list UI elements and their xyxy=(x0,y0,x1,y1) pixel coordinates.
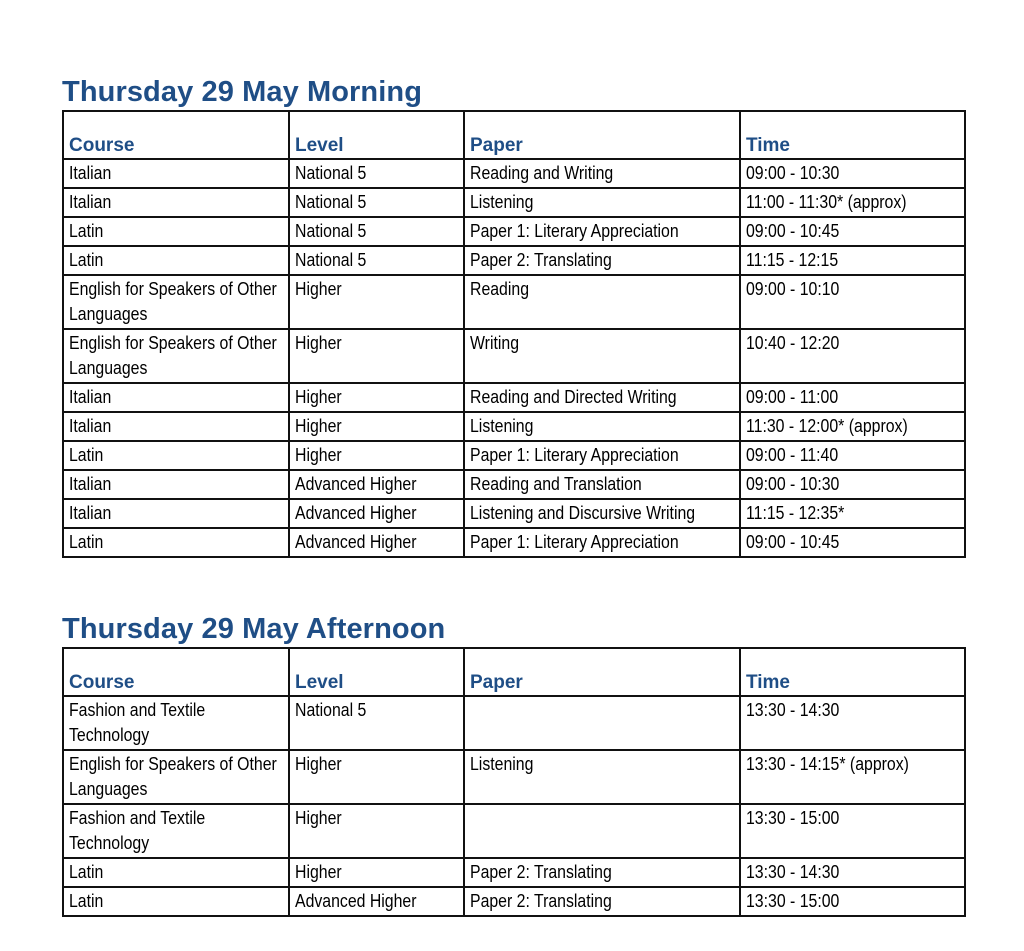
cell-course xyxy=(63,188,289,217)
cell-paper xyxy=(464,441,740,470)
cell-course xyxy=(63,412,289,441)
time-text: 13:30 - 15:00 xyxy=(746,891,840,911)
paper-text: Paper 1: Literary Appreciation xyxy=(470,445,679,465)
paper-text: Writing xyxy=(470,333,520,353)
paper-text: Reading and Translation xyxy=(470,474,642,494)
cell-course xyxy=(63,383,289,412)
time-text: 09:00 - 10:30 xyxy=(746,163,840,183)
paper-text: Listening xyxy=(470,416,534,436)
level-text: Higher xyxy=(295,862,342,882)
cell-level xyxy=(289,275,464,329)
level-text: Higher xyxy=(295,279,342,299)
time-text: 13:30 - 14:15* (approx) xyxy=(746,754,909,774)
cell-level xyxy=(289,329,464,383)
time-text: 09:00 - 11:00 xyxy=(746,387,839,407)
course-text: Latin xyxy=(69,250,104,270)
table-row xyxy=(63,528,965,557)
cell-level xyxy=(289,188,464,217)
level-text: Advanced Higher xyxy=(295,891,417,911)
time-text: 13:30 - 14:30 xyxy=(746,862,840,882)
morning-section xyxy=(62,74,964,558)
cell-level xyxy=(289,412,464,441)
table-row xyxy=(63,217,965,246)
time-text: 09:00 - 10:10 xyxy=(746,279,840,299)
cell-level xyxy=(289,470,464,499)
level-text: National 5 xyxy=(295,221,367,241)
cell-paper xyxy=(464,470,740,499)
cell-level xyxy=(289,750,464,804)
cell-time xyxy=(740,159,965,188)
table-row xyxy=(63,188,965,217)
afternoon-section xyxy=(62,611,964,917)
level-text: Higher xyxy=(295,808,342,828)
cell-level xyxy=(289,383,464,412)
paper-text: Listening xyxy=(470,754,534,774)
cell-course xyxy=(63,696,289,750)
table-row xyxy=(63,696,965,750)
section-title: Thursday 29 May Afternoon xyxy=(62,613,446,645)
cell-time xyxy=(740,887,965,916)
paper-text: Listening and Discursive Writing xyxy=(470,503,696,523)
time-text: 11:00 - 11:30* (approx) xyxy=(746,192,907,212)
cell-paper xyxy=(464,217,740,246)
cell-paper xyxy=(464,329,740,383)
course-text: English for Speakers of Other Languages xyxy=(69,333,277,378)
cell-level xyxy=(289,887,464,916)
paper-text: Paper 1: Literary Appreciation xyxy=(470,221,679,241)
header-course: Course xyxy=(63,111,289,159)
cell-time xyxy=(740,528,965,557)
cell-level xyxy=(289,696,464,750)
cell-time xyxy=(740,499,965,528)
table-body xyxy=(63,696,965,916)
cell-level xyxy=(289,804,464,858)
time-text: 13:30 - 15:00 xyxy=(746,808,840,828)
cell-level xyxy=(289,441,464,470)
cell-course xyxy=(63,499,289,528)
cell-course xyxy=(63,329,289,383)
morning-timetable xyxy=(62,110,966,558)
table-row xyxy=(63,858,965,887)
course-text: Italian xyxy=(69,163,112,183)
course-text: Latin xyxy=(69,891,104,911)
time-text: 10:40 - 12:20 xyxy=(746,333,840,353)
time-text: 11:15 - 12:15 xyxy=(746,250,839,270)
header-course: Course xyxy=(63,648,289,696)
cell-level xyxy=(289,217,464,246)
paper-text: Reading xyxy=(470,279,530,299)
cell-course xyxy=(63,217,289,246)
cell-level xyxy=(289,528,464,557)
cell-time xyxy=(740,383,965,412)
table-row xyxy=(63,329,965,383)
cell-paper xyxy=(464,750,740,804)
course-text: Italian xyxy=(69,387,112,407)
level-text: Higher xyxy=(295,754,342,774)
course-text: English for Speakers of Other Languages xyxy=(69,279,277,324)
cell-time xyxy=(740,470,965,499)
table-row xyxy=(63,499,965,528)
cell-paper xyxy=(464,858,740,887)
cell-course xyxy=(63,887,289,916)
cell-time xyxy=(740,858,965,887)
paper-text: Paper 2: Translating xyxy=(470,891,612,911)
cell-paper xyxy=(464,159,740,188)
header-time: Time xyxy=(740,648,965,696)
course-text: Italian xyxy=(69,474,112,494)
paper-text: Reading and Writing xyxy=(470,163,614,183)
course-text: Latin xyxy=(69,445,104,465)
paper-text: Paper 2: Translating xyxy=(470,862,612,882)
cell-course xyxy=(63,528,289,557)
course-text: English for Speakers of Other Languages xyxy=(69,754,277,799)
table-row xyxy=(63,887,965,916)
course-text: Fashion and Textile Technology xyxy=(69,700,206,745)
cell-paper xyxy=(464,188,740,217)
time-text: 09:00 - 10:45 xyxy=(746,221,840,241)
time-text: 13:30 - 14:30 xyxy=(746,700,840,720)
paper-text: Listening xyxy=(470,192,534,212)
cell-course xyxy=(63,804,289,858)
header-level: Level xyxy=(289,111,464,159)
table-row xyxy=(63,470,965,499)
cell-time xyxy=(740,246,965,275)
level-text: Advanced Higher xyxy=(295,474,417,494)
header-row xyxy=(63,111,965,159)
cell-time xyxy=(740,275,965,329)
header-row xyxy=(63,648,965,696)
table-row xyxy=(63,246,965,275)
table-row xyxy=(63,275,965,329)
level-text: Advanced Higher xyxy=(295,503,417,523)
cell-course xyxy=(63,470,289,499)
cell-time xyxy=(740,804,965,858)
cell-level xyxy=(289,246,464,275)
level-text: Higher xyxy=(295,333,342,353)
cell-course xyxy=(63,441,289,470)
cell-paper xyxy=(464,246,740,275)
level-text: National 5 xyxy=(295,192,367,212)
course-text: Latin xyxy=(69,532,104,552)
cell-paper xyxy=(464,412,740,441)
afternoon-timetable xyxy=(62,647,966,917)
level-text: Higher xyxy=(295,445,342,465)
cell-course xyxy=(63,246,289,275)
cell-time xyxy=(740,750,965,804)
course-text: Latin xyxy=(69,221,104,241)
cell-course xyxy=(63,750,289,804)
course-text: Fashion and Textile Technology xyxy=(69,808,206,853)
table-row xyxy=(63,383,965,412)
table-row xyxy=(63,750,965,804)
cell-time xyxy=(740,188,965,217)
time-text: 09:00 - 10:30 xyxy=(746,474,840,494)
level-text: Higher xyxy=(295,387,342,407)
cell-paper xyxy=(464,383,740,412)
cell-course xyxy=(63,159,289,188)
course-text: Italian xyxy=(69,503,112,523)
cell-paper xyxy=(464,804,740,858)
time-text: 11:30 - 12:00* (approx) xyxy=(746,416,908,436)
cell-paper xyxy=(464,275,740,329)
paper-text: Reading and Directed Writing xyxy=(470,387,677,407)
course-text: Italian xyxy=(69,416,112,436)
paper-text: Paper 1: Literary Appreciation xyxy=(470,532,679,552)
header-level: Level xyxy=(289,648,464,696)
level-text: National 5 xyxy=(295,163,367,183)
cell-course xyxy=(63,275,289,329)
course-text: Italian xyxy=(69,192,112,212)
cell-time xyxy=(740,412,965,441)
time-text: 09:00 - 10:45 xyxy=(746,532,840,552)
course-text: Latin xyxy=(69,862,104,882)
cell-level xyxy=(289,159,464,188)
table-row xyxy=(63,412,965,441)
level-text: National 5 xyxy=(295,700,367,720)
level-text: Advanced Higher xyxy=(295,532,417,552)
section-title: Thursday 29 May Morning xyxy=(62,76,423,108)
paper-text: Paper 2: Translating xyxy=(470,250,612,270)
level-text: National 5 xyxy=(295,250,367,270)
header-paper: Paper xyxy=(464,648,740,696)
cell-time xyxy=(740,217,965,246)
cell-time xyxy=(740,441,965,470)
cell-paper xyxy=(464,887,740,916)
time-text: 11:15 - 12:35* xyxy=(746,503,845,523)
cell-level xyxy=(289,499,464,528)
header-paper: Paper xyxy=(464,111,740,159)
time-text: 09:00 - 11:40 xyxy=(746,445,839,465)
table-row xyxy=(63,441,965,470)
table-row xyxy=(63,804,965,858)
cell-paper xyxy=(464,696,740,750)
cell-paper xyxy=(464,499,740,528)
cell-course xyxy=(63,858,289,887)
cell-time xyxy=(740,696,965,750)
level-text: Higher xyxy=(295,416,342,436)
table-row xyxy=(63,159,965,188)
header-time: Time xyxy=(740,111,965,159)
table-body xyxy=(63,159,965,557)
cell-time xyxy=(740,329,965,383)
cell-level xyxy=(289,858,464,887)
cell-paper xyxy=(464,528,740,557)
